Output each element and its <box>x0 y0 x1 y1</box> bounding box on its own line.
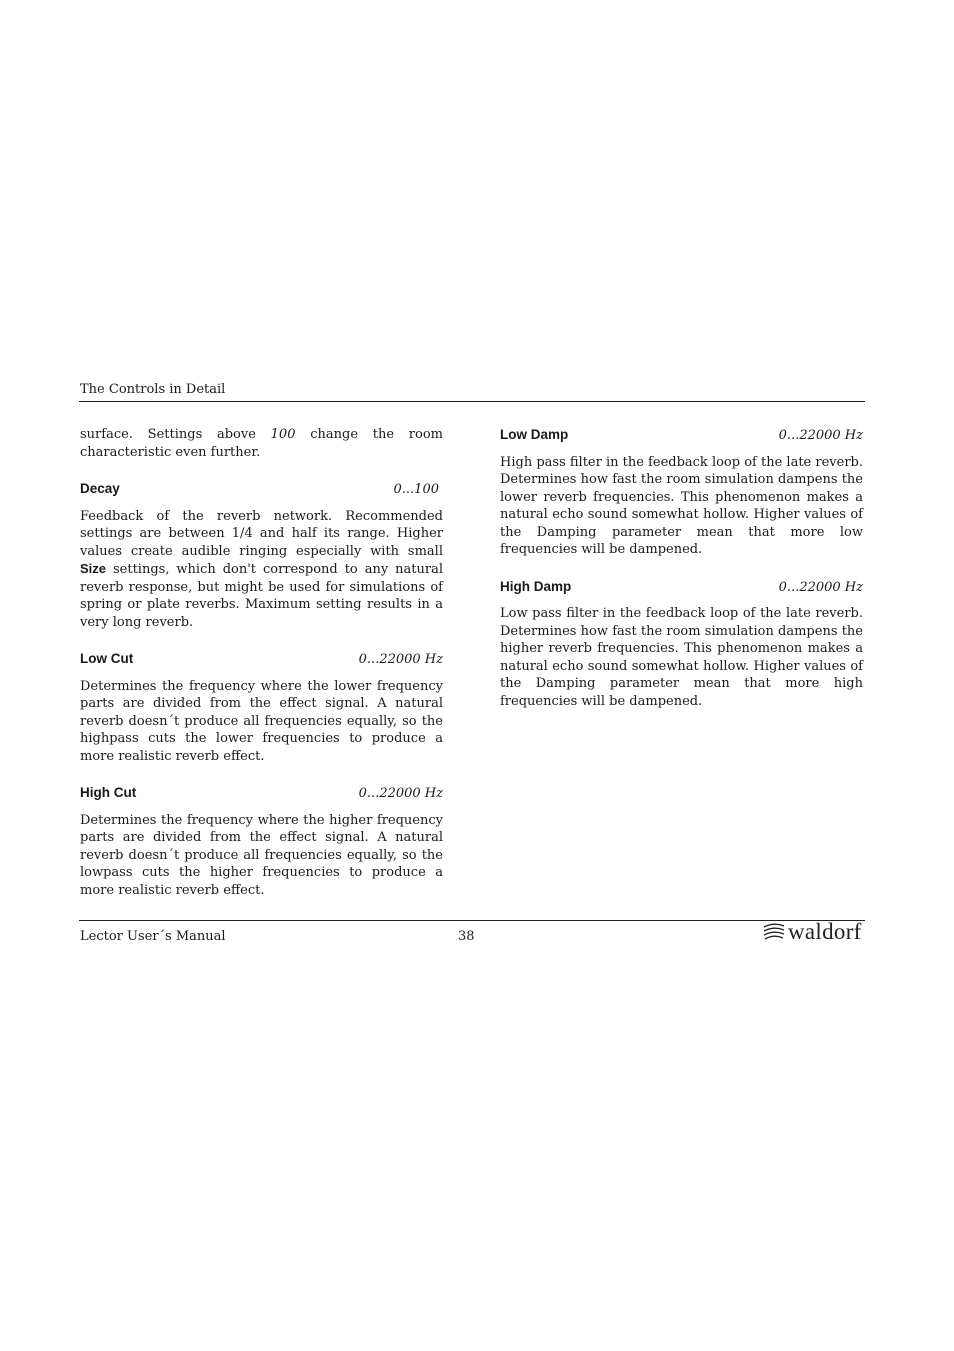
page-number: 38 <box>458 929 475 944</box>
high-cut-section <box>80 784 443 899</box>
low-damp-section <box>500 426 863 559</box>
high-cut-range: 0...22000 Hz <box>358 786 443 801</box>
decay-keyword: Size <box>80 561 107 576</box>
decay-heading <box>80 480 443 499</box>
high-cut-heading <box>80 784 443 803</box>
low-damp-heading <box>500 426 863 445</box>
high-cut-name: High Cut <box>80 785 137 800</box>
right-column <box>500 426 863 729</box>
high-damp-description: Low pass filter in the feedback loop of the late reverb. Determines how fast the room simulation dampens the higher reverb frequencies. This phenomenon makes a natural echo sound somewhat hollow. Higher values of the Damping parameter mean that more high frequencies will be dampened. <box>500 606 863 709</box>
low-cut-section <box>80 650 443 765</box>
decay-text-part2: settings, which don't correspond to any natural reverb response, but might be used for simulations of spring or plate reverbs. Maximum setting results in a very long reverb. <box>80 562 443 630</box>
high-damp-section <box>500 578 863 711</box>
high-damp-heading <box>500 578 863 597</box>
intro-value: 100 <box>270 427 296 442</box>
decay-text-part1: Feedback of the reverb network. Recommended settings are between 1/4 and half its range. Higher values create audible ringing especially with small <box>80 508 443 559</box>
low-cut-heading <box>80 650 443 669</box>
intro-text <box>80 426 443 461</box>
waldorf-logo <box>762 920 862 944</box>
low-damp-range: 0...22000 Hz <box>778 428 863 443</box>
waldorf-logo-icon <box>762 921 786 943</box>
header-rule <box>79 401 865 402</box>
high-damp-range: 0...22000 Hz <box>778 579 863 595</box>
high-damp-name: High Damp <box>500 578 572 594</box>
low-cut-description: Determines the frequency where the lower frequency parts are divided from the effect signal. A natural reverb doesn´t produce all frequencies equally, so the highpass cuts the lower frequencies to produce a more realistic reverb effect. <box>80 678 443 764</box>
decay-section <box>80 480 443 631</box>
footer-rule <box>79 920 865 921</box>
intro-paragraph <box>80 426 443 461</box>
running-header: The Controls in Detail <box>80 382 226 397</box>
low-cut-range: 0...22000 Hz <box>358 652 443 667</box>
intro-text-part1: surface. Settings above <box>80 427 271 442</box>
high-cut-description: Determines the frequency where the higher frequency parts are divided from the effect signal. A natural reverb doesn´t produce all frequencies equally, so the lowpass cuts the higher frequencies to produce a more realistic reverb effect. <box>80 812 443 898</box>
decay-description <box>80 508 443 632</box>
decay-name: Decay <box>80 481 120 496</box>
decay-range: 0...100 <box>393 482 439 497</box>
footer-manual-title: Lector User´s Manual <box>80 929 226 944</box>
intro-text-part2: change the room characteristic even further. <box>80 427 443 460</box>
low-cut-name: Low Cut <box>80 651 134 666</box>
left-column <box>80 426 443 918</box>
low-damp-description: High pass filter in the feedback loop of the late reverb. Determines how fast the room simulation dampens the lower reverb frequencies. This phenomenon makes a natural echo sound somewhat hollow. Higher values of the Damping parameter mean that more low frequencies will be dampened. <box>500 454 863 557</box>
low-damp-name: Low Damp <box>500 427 569 442</box>
waldorf-logo-text: waldorf <box>788 919 862 944</box>
